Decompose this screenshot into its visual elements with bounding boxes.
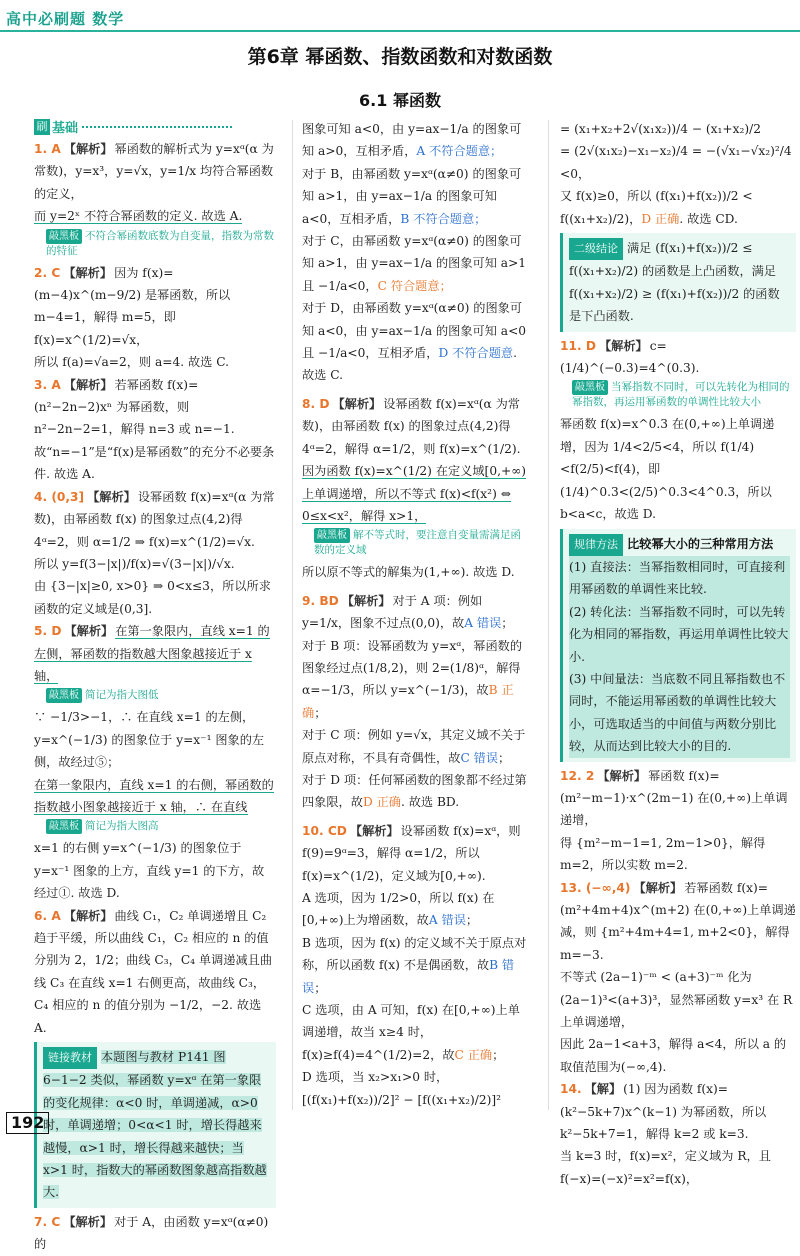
q13-text-2: 不等式 (2a−1)⁻ᵐ < (a+3)⁻ᵐ 化为 (2a−1)³<(a+3)³，显然幂函数 y=x³ 在 R 上单调递增，: [560, 970, 793, 1030]
q7-a-verdict: A 不符合题意；: [416, 144, 503, 159]
q10-text-2: A 选项，因为 1/2>0，所以 f(x) 在[0,+∞)上为增函数，故: [302, 891, 495, 928]
q3-text: 若幂函数 f(x)=(n²−2n−2)xⁿ 为幂函数，则 n²−2n−2=1，解得 n=3 或 n=−1. 故“n=−1”是“f(x)是幂函数”的充分不必要条件. 故选 A.: [34, 377, 275, 482]
note-badge: 敲黑板: [572, 380, 608, 395]
q5-tag: 【解析】: [64, 624, 114, 639]
q4-text-2: 所以 y=f(3−|x|)/f(x)=√(3−|x|)/√x.: [34, 556, 235, 571]
q10-formula: [(f(x₁)+f(x₂))/2]² − [f((x₁+x₂)/2)]²: [302, 1092, 502, 1107]
q2-text-2: 所以 f(a)=√a=2，则 a=4. 故选 C.: [34, 355, 229, 370]
q10-text-4: C 选项，由 A 可知，f(x) 在[0,+∞)上单调递增，故当 x≥4 时，f(x)≥f(4)=4^(1/2)=2，故: [302, 1003, 520, 1062]
q3-tag: 【解析】: [63, 377, 113, 392]
q10-answer: 10. CD: [302, 823, 347, 838]
q4-text-3: 由 {3−|x|≥0, x>0} ⇒ 0<x≤3，所以所求函数的定义域是(0,3].: [34, 579, 271, 616]
rule-subtitle: 比较幂大小的三种常用方法: [627, 536, 774, 551]
note-text: 当幂指数不同时，可以先转化为相同的幂指数，再运用幂函数的单调性比较大小: [572, 381, 790, 409]
q2-answer: 2. C: [34, 265, 61, 280]
rule-item-2: (2) 转化法：当幂指数不同时，可以先转化为相同的幂指数，再运用单调性比较大小.: [569, 601, 790, 668]
q2-tag: 【解析】: [63, 265, 113, 280]
q13-answer: 13. (−∞,4): [560, 880, 631, 895]
note-text: 简记为指大图高: [85, 820, 159, 833]
column-1: [34, 138, 276, 1256]
conclusion-text: 满足 (f(x₁)+f(x₂))/2 ≤ f((x₁+x₂)/2) 的函数是上凸函数，满足 f((x₁+x₂)/2) ≥ (f(x₁)+f(x₂))/2 的函数是下凸函数.: [569, 241, 780, 324]
q10-derivation-1: = (x₁+x₂+2√(x₁x₂))/4 − (x₁+x₂)/2: [560, 122, 762, 136]
punct: ；: [465, 913, 479, 928]
q9-tag: 【解析】: [341, 593, 391, 608]
q14-text: (1) 因为函数 f(x)=(k²−5k+7)x^(k−1) 为幂函数，所以 k²−5k+7=1，解得 k=2 或 k=3.: [560, 1082, 767, 1142]
q1-text-2: 而 y=2ˣ 不符合幂函数的定义. 故选 A.: [34, 209, 243, 224]
q7-tag: 【解析】: [63, 1214, 113, 1229]
rule-item-1: (1) 直接法：当幂指数相同时，可直接利用幂函数的单调性来比较.: [569, 556, 790, 601]
note-badge: 敲黑板: [46, 819, 82, 834]
q11-tag: 【解析】: [598, 338, 648, 353]
rule-title: 规律方法: [569, 534, 623, 556]
q7-cont-1: 图象可知 a<0，由 y=ax−1/a 的图象可知 a>0，互相矛盾，: [302, 122, 522, 159]
chapter-title: 第6章 幂函数、指数函数和对数函数: [247, 46, 553, 68]
page-number: 192: [6, 1112, 49, 1134]
q13-text-3: 因此 2a−1<a+3，解得 a<4，所以 a 的取值范围为(−∞,4).: [560, 1037, 787, 1074]
q10-derivation-3: 又 f(x)≥0，所以 (f(x₁)+f(x₂))/2 < f((x₁+x₂)/2)，: [560, 189, 753, 226]
q12-text: 幂函数 f(x)=(m²−m−1)·x^(2m−1) 在(0,+∞)上单调递增，: [560, 768, 788, 828]
q5-answer: 5. D: [34, 624, 62, 639]
link-textbook-box: [34, 1042, 276, 1208]
column-2: [302, 118, 530, 1111]
book-header: 高中必刷题 数学: [6, 10, 125, 28]
q9-text-3: 对于 C 项：例如 y=√x，其定义域不关于原点对称，不具有奇偶性，故: [302, 728, 526, 765]
q14-text-2: 当 k=3 时，f(x)=x²，定义域为 R，且 f(−x)=(−x)²=x²=f(x)，: [560, 1149, 771, 1186]
note-badge: 敲黑板: [46, 229, 82, 244]
q7-b-verdict: B 不符合题意；: [400, 211, 487, 226]
note-text: 不符合幂函数底数为自变量，指数为常数的特征: [46, 229, 274, 257]
link-textbook-text: 本题图与教材 P141 图 6−1−2 类似，幂函数 y=xᵅ 在第一象限的变化规律：α<0 时，单调递减，α>0 时，单调递增；0<α<1 时，增长得越来越慢，α>1 时，增长得越来越快；当 x>1 时，指数大的幂函数图象越高指数越大.: [43, 1050, 267, 1200]
q14-tag: 【解】: [584, 1082, 622, 1097]
q10-d-verdict: D 正确: [641, 211, 680, 226]
q4-answer: 4. (0,3]: [34, 489, 85, 504]
q13-text: 若幂函数 f(x)=(m²+4m+4)x^(m+2) 在(0,+∞)上单调递减，则 {m²+4m+4=1, m+2<0}，解得 m=−3.: [560, 880, 796, 962]
q8-text-3: 所以原不等式的解集为(1,+∞). 故选 D.: [302, 565, 515, 580]
basic-section-tab: [34, 116, 232, 136]
q5-text: 在第一象限内，直线 x=1 的左侧，幂函数的指数越大图象越接近于 x 轴，: [34, 624, 270, 683]
punct: ；: [492, 1047, 505, 1062]
q11-text-2: 幂函数 f(x)=x^0.3 在(0,+∞)上单调递增，因为 1/4<2/5<4，所以 f(1/4)<f(2/5)<f(4)，即 (1/4)^0.3<(2/5)^0.3<4^0.3，所以 b<a<c，故选 D.: [560, 417, 775, 522]
q7-c-verdict: C 符合题意；: [377, 278, 452, 293]
q5-text-3: 在第一象限内，直线 x=1 的右侧，幂函数的指数越小图象越接近于 x 轴，∴ 在直线: [34, 777, 274, 814]
q12-block: [560, 765, 796, 832]
rule-box: [560, 529, 796, 762]
q10-c-verdict: C 正确: [454, 1047, 493, 1062]
basic-label: 基础: [52, 121, 79, 136]
q4-tag: 【解析】: [87, 489, 136, 504]
q10-text-3: B 选项，因为 f(x) 的定义域不关于原点对称，所以函数 f(x) 不是偶函数，故: [302, 935, 527, 973]
q8-answer: 8. D: [302, 396, 330, 411]
q9-d-verdict: D 正确: [362, 795, 401, 810]
q7-block: [34, 1211, 276, 1256]
q3-block: [34, 374, 276, 486]
q10-text: 设幂函数 f(x)=xᵅ，则 f(9)=9ᵅ=3，解得 α=1/2，所以 f(x)=x^(1/2)，定义域为[0,+∞).: [302, 823, 521, 883]
punct: ；: [498, 750, 511, 765]
q7-conclusion: . 故选 C.: [302, 346, 517, 383]
note-text: 解不等式时，要注意自变量需满足函数的定义域: [314, 529, 521, 557]
q8-note: [314, 528, 530, 558]
q8-text: 设幂函数 f(x)=xᵅ(α 为常数)，由幂函数 f(x) 的图象过点(4,2)得 4ᵅ=2，解得 α=1/2，则 f(x)=x^(1/2).: [302, 396, 521, 456]
q6-answer: 6. A: [34, 908, 61, 923]
q1-tag: 【解析】: [63, 142, 113, 156]
conclusion-box: [560, 233, 796, 332]
q7-cont-3: 对于 C，由幂函数 y=xᵅ(α≠0) 的图象可知 a>1，由 y=ax−1/a 的图象可知 a>1 且 −1/a<0，: [302, 234, 527, 293]
column-divider: [292, 120, 293, 1110]
q6-block: [34, 905, 276, 1039]
q5-block: [34, 620, 276, 687]
note-badge: 敲黑板: [46, 688, 82, 703]
punct: ；: [314, 980, 327, 995]
q12-tag: 【解析】: [597, 768, 647, 783]
q10-tag: 【解析】: [349, 823, 399, 838]
link-textbook-title: 链接教材: [43, 1047, 97, 1069]
note-text: 简记为指大图低: [85, 689, 159, 702]
q5-text-2: ∵ −1/3>−1，∴ 在直线 x=1 的左侧，y=x^(−1/3) 的图象位于 y=x⁻¹ 图象的左侧，故经过⑤；: [34, 710, 265, 770]
q1-block: [34, 138, 276, 205]
q6-tag: 【解析】: [63, 908, 113, 923]
q10-a-verdict: A 错误: [428, 913, 466, 928]
rule-item-3: (3) 中间量法：当底数不同且幂指数也不同时，不能运用幂函数的单调性比较大小，可选取适当的中间值与两数分别比较，从而达到比较大小的目的.: [569, 668, 790, 758]
dotted-divider: [82, 126, 232, 128]
q9-text-2: 对于 B 项：设幂函数为 y=xᵅ，幂函数的图象经过点(1/8,2)，则 2=(1/8)ᵅ，解得 α=−1/3，所以 y=x^(−1/3)，故: [302, 638, 523, 698]
q13-block: [560, 877, 796, 967]
q7-d-verdict: D 不符合题意: [438, 346, 514, 361]
q8-block: [302, 393, 530, 460]
q14-number: 14.: [560, 1082, 582, 1097]
q1-text: 幂函数的解析式为 y=xᵅ(α 为常数)，y=x³，y=√x，y=1/x 均符合幂函数的定义，: [34, 142, 274, 201]
q9-c-verdict: C 错误: [460, 750, 499, 765]
q7-cont-2: 对于 B，由幂函数 y=xᵅ(α≠0) 的图象可知 a>1，由 y=ax−1/a 的图象可知 a<0，互相矛盾，: [302, 166, 522, 226]
q6-text: 曲线 C₁，C₂ 单调递增且 C₂ 趋于平缓，所以曲线 C₁，C₂ 相应的 n 的值分别为 2，1/2；曲线 C₃，C₄ 单调递减且曲线 C₃ 在直线 x=1 右侧更高，故曲线 C₃，C₄ 相应的 n 的值分别为 −1/2，−2. 故选 A.: [34, 908, 273, 1035]
q5-text-4: x=1 的右侧 y=x^(−1/3) 的图象位于 y=x⁻¹ 图象的上方，直线 y=1 的下方，故经过①. 故选 D.: [34, 841, 265, 901]
q4-text: 设幂函数 f(x)=xᵅ(α 为常数)，由幂函数 f(x) 的图象过点(4,2)得 4ᵅ=2，则 α=1/2 ⇒ f(x)=x^(1/2)=√x.: [34, 489, 275, 549]
brush-icon: 刷: [34, 119, 50, 135]
q4-block: [34, 486, 276, 553]
section-title: 6.1 幂函数: [359, 91, 441, 110]
q11-text: c=(1/4)^(−0.3)=4^(0.3).: [560, 338, 700, 376]
q10-block: [302, 820, 530, 887]
column-divider: [548, 120, 549, 1110]
q9-b-verdict: B 正确: [302, 683, 514, 720]
note-badge: 敲黑板: [314, 528, 350, 543]
q5-note-2: [46, 819, 276, 834]
q10-conclusion: . 故选 CD.: [679, 211, 738, 226]
q3-answer: 3. A: [34, 377, 61, 392]
column-3: [560, 118, 796, 1190]
q9-text-4: 对于 D 项：任何幂函数的图象都不经过第四象限，故: [302, 772, 527, 810]
q7-answer: 7. C: [34, 1214, 61, 1229]
header-rule: [0, 30, 800, 32]
q12-text-2: 得 {m²−m−1=1, 2m−1>0}，解得 m=2，所以实数 m=2.: [560, 835, 766, 873]
q9-conclusion: . 故选 BD.: [400, 795, 460, 810]
q13-tag: 【解析】: [633, 880, 683, 895]
q5-note: [46, 688, 276, 703]
q1-answer: 1. A: [34, 142, 61, 156]
q11-block: [560, 335, 796, 380]
q8-tag: 【解析】: [332, 396, 382, 411]
punct: ；: [314, 705, 327, 720]
punct: ；: [501, 616, 514, 631]
q11-answer: 11. D: [560, 338, 596, 353]
q10-text-5: D 选项，当 x₂>x₁>0 时，: [302, 1070, 449, 1085]
q12-answer: 12. 2: [560, 768, 595, 783]
q9-answer: 9. BD: [302, 593, 339, 608]
q1-note: [46, 229, 276, 259]
q14-block: [560, 1078, 796, 1145]
conclusion-title: 二级结论: [569, 238, 623, 260]
q11-note: [572, 380, 796, 410]
q7-cont-4: 对于 D，由幂函数 y=xᵅ(α≠0) 的图象可知 a<0，由 y=ax−1/a 的图象可知 a<0 且 −1/a<0，互相矛盾，: [302, 301, 527, 361]
q2-text: 因为 f(x)=(m−4)x^(m−9/2) 是幂函数，所以 m−4=1，解得 m=5，即 f(x)=x^(1/2)=√x，: [34, 265, 231, 347]
q10-derivation-2: = (2√(x₁x₂)−x₁−x₂)/4 = −(√x₁−√x₂)²/4 <0，: [560, 144, 792, 181]
q9-a-verdict: A 错误: [464, 616, 502, 631]
q2-block: [34, 262, 276, 352]
q7-text: 对于 A，由函数 y=xᵅ(α≠0) 的: [34, 1214, 269, 1252]
q8-text-2: 因为函数 f(x)=x^(1/2) 在定义域[0,+∞)上单调递增，所以不等式 f(x)<f(x²) ⇔ 0≤x<x²，解得 x>1，: [302, 464, 527, 523]
q10-b-verdict: B 错误: [302, 958, 515, 995]
q9-block: [302, 590, 530, 635]
q9-text: 对于 A 项：例如 y=1/x，图象不过点(0,0)，故: [302, 593, 483, 631]
